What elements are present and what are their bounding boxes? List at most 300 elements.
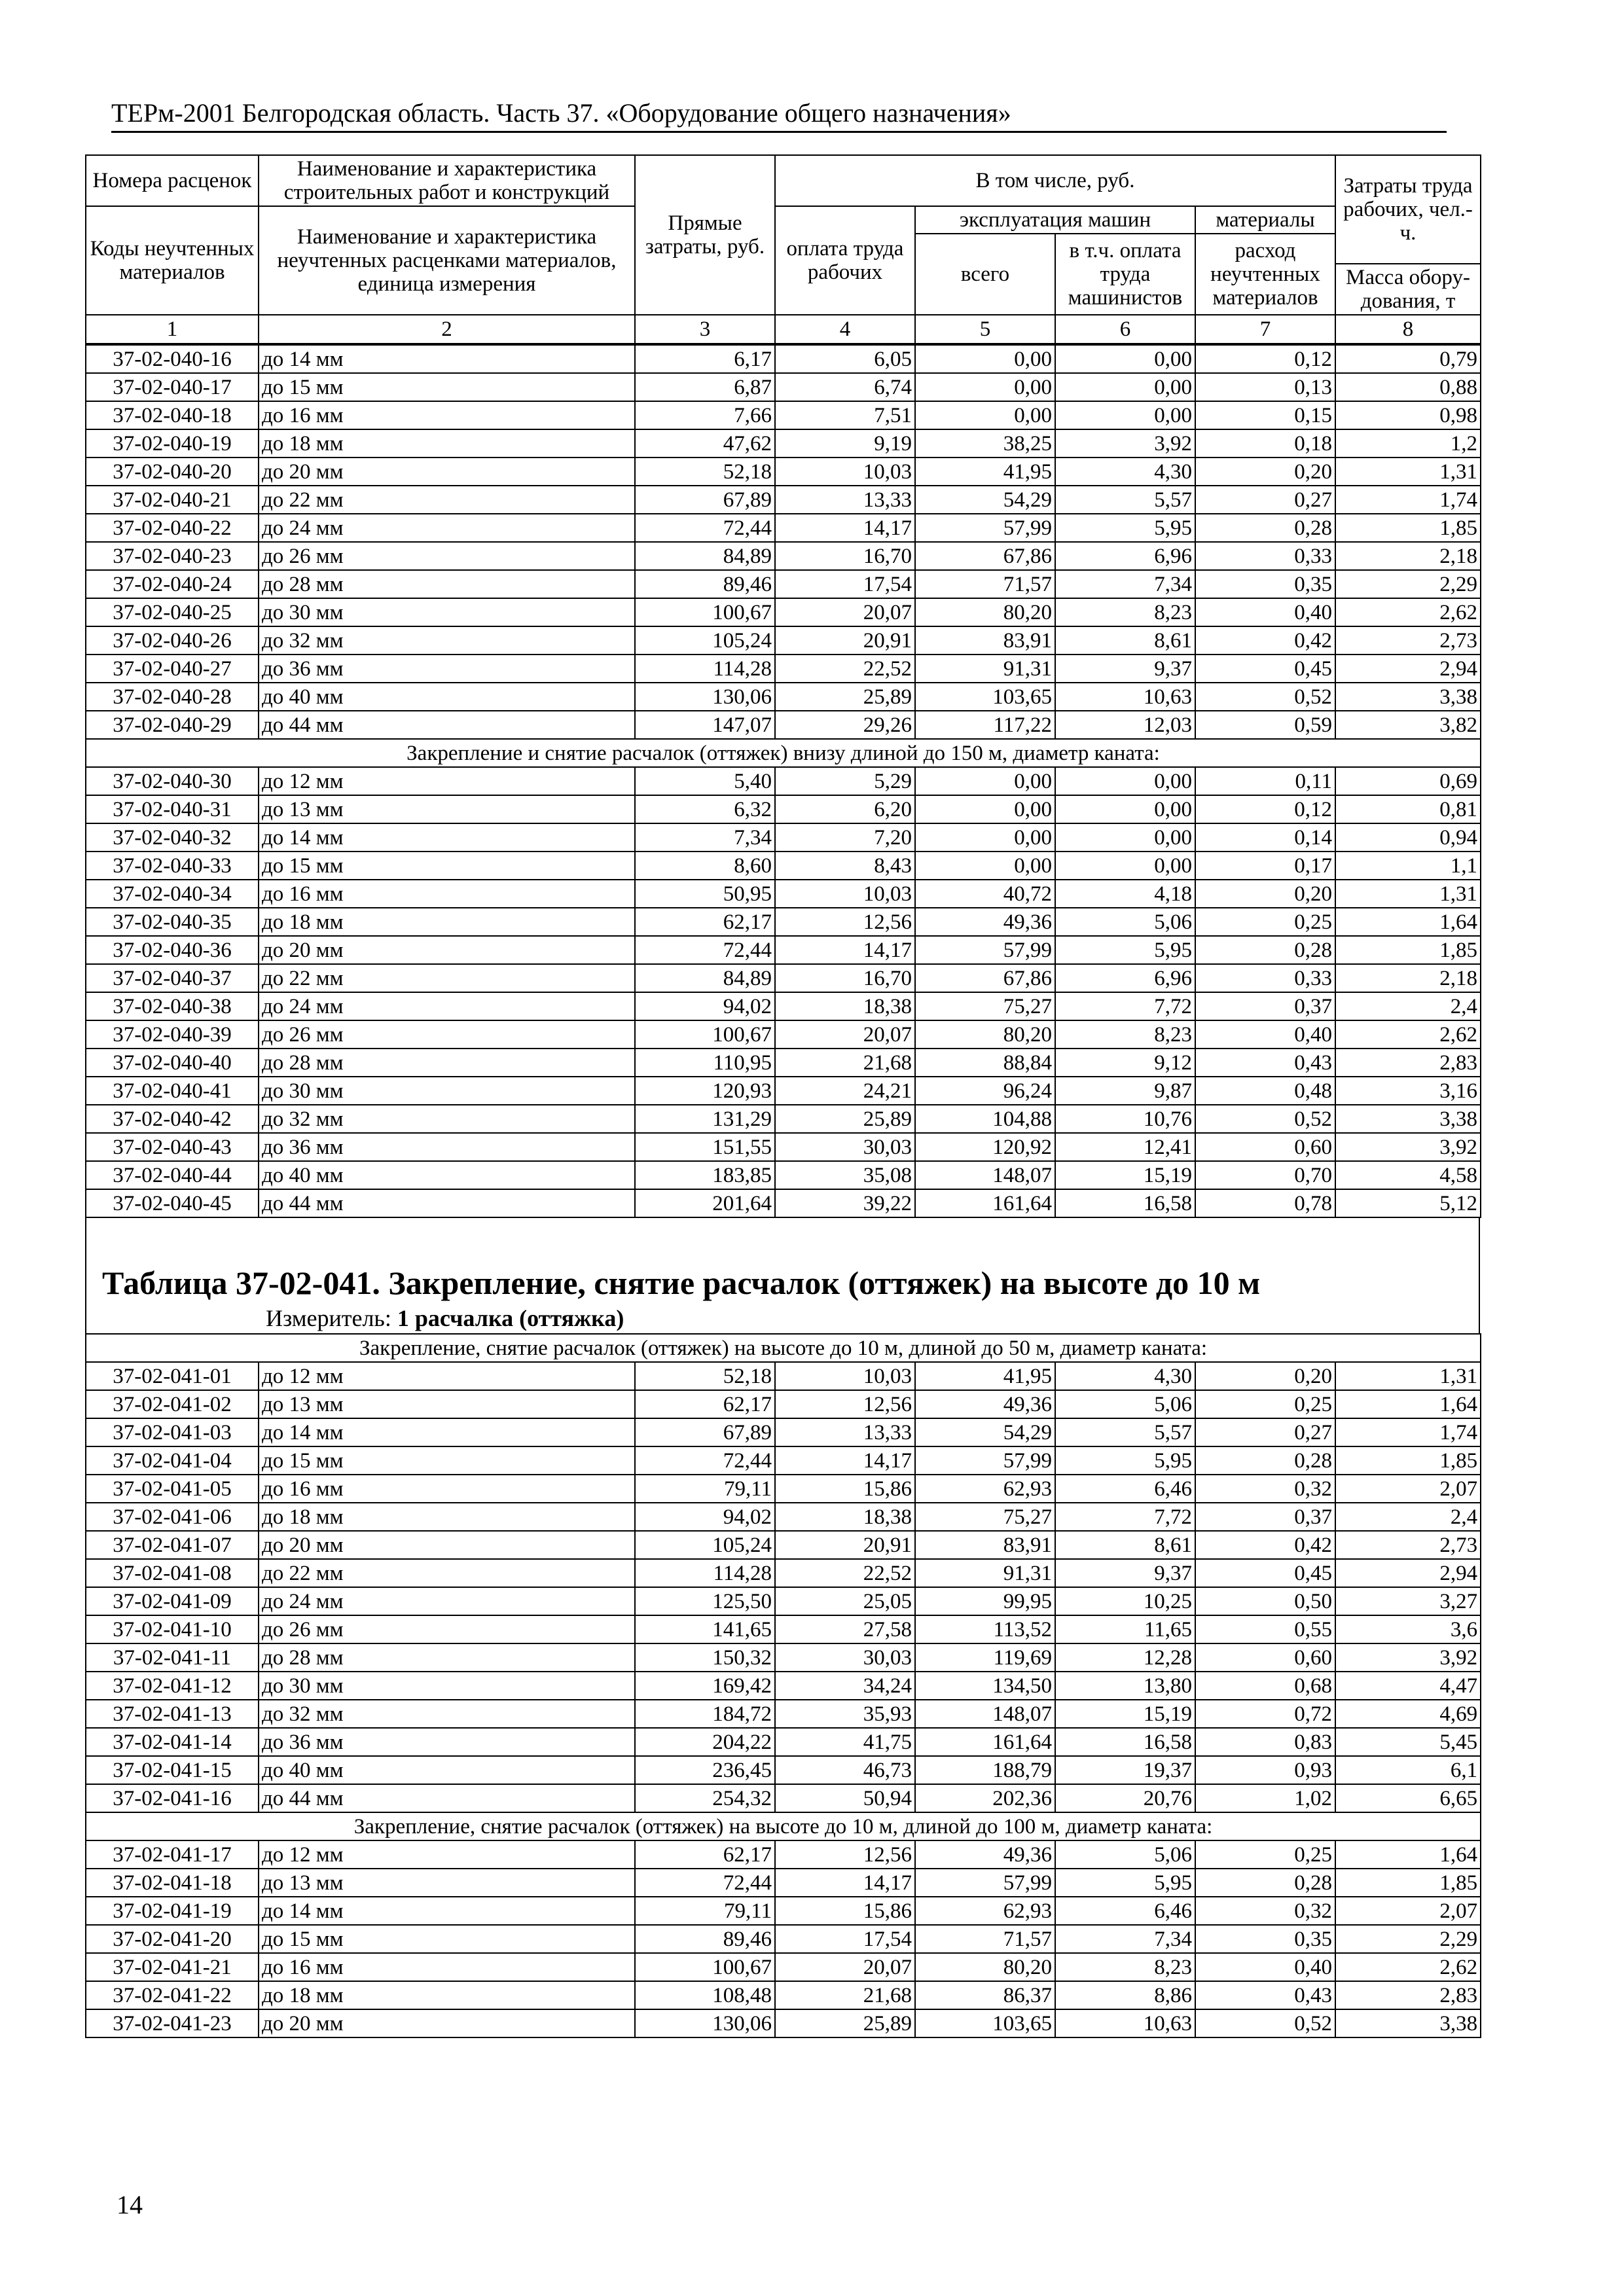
cell-materials: 0,25	[1195, 1840, 1335, 1869]
cell-machines-total: 0,00	[915, 345, 1055, 373]
cell-labor-mass: 2,94	[1335, 655, 1481, 683]
table-row	[86, 1897, 1481, 1925]
table-row	[86, 1446, 1481, 1475]
cell-machines-total: 0,00	[915, 401, 1055, 429]
cell-materials: 0,14	[1195, 823, 1335, 852]
table-row	[86, 1362, 1481, 1390]
cell-work-description: до 40 мм	[259, 683, 635, 711]
cell-machinist-pay: 0,00	[1055, 823, 1195, 852]
cell-direct-costs: 72,44	[635, 936, 775, 964]
cell-rate-code: 37-02-040-21	[86, 486, 259, 514]
cell-rate-code: 37-02-040-25	[86, 598, 259, 626]
cell-materials: 0,15	[1195, 401, 1335, 429]
cell-rate-code: 37-02-041-15	[86, 1756, 259, 1784]
cell-work-description: до 40 мм	[259, 1161, 635, 1189]
cell-materials: 0,32	[1195, 1475, 1335, 1503]
cell-machines-total: 57,99	[915, 936, 1055, 964]
cell-worker-pay: 20,07	[775, 1953, 915, 1981]
cell-materials: 0,33	[1195, 542, 1335, 570]
cell-labor-mass: 1,64	[1335, 1840, 1481, 1869]
cell-work-description: до 30 мм	[259, 1672, 635, 1700]
cell-work-description: до 20 мм	[259, 1531, 635, 1559]
cell-labor-mass: 1,74	[1335, 486, 1481, 514]
cell-machinist-pay: 4,30	[1055, 1362, 1195, 1390]
cell-labor-mass: 3,27	[1335, 1587, 1481, 1615]
table-row	[86, 598, 1481, 626]
cell-direct-costs: 7,66	[635, 401, 775, 429]
table-row	[86, 626, 1481, 655]
cell-rate-code: 37-02-040-31	[86, 795, 259, 823]
table-row	[86, 1756, 1481, 1784]
column-number: 6	[1055, 315, 1195, 344]
cell-worker-pay: 14,17	[775, 1869, 915, 1897]
table-row	[86, 992, 1481, 1020]
cell-rate-code: 37-02-040-35	[86, 908, 259, 936]
cell-labor-mass: 3,38	[1335, 1105, 1481, 1133]
cell-direct-costs: 6,32	[635, 795, 775, 823]
cell-labor-mass: 3,6	[1335, 1615, 1481, 1643]
cell-machinist-pay: 19,37	[1055, 1756, 1195, 1784]
cell-materials: 0,28	[1195, 1446, 1335, 1475]
cell-rate-code: 37-02-041-01	[86, 1362, 259, 1390]
table-row	[86, 880, 1481, 908]
cell-worker-pay: 17,54	[775, 1925, 915, 1953]
cell-worker-pay: 30,03	[775, 1133, 915, 1161]
cell-rate-code: 37-02-040-37	[86, 964, 259, 992]
cell-worker-pay: 20,07	[775, 598, 915, 626]
cell-rate-code: 37-02-040-20	[86, 457, 259, 486]
cell-rate-code: 37-02-041-13	[86, 1700, 259, 1728]
header-machine-operation: эксплуатация машин	[915, 206, 1195, 234]
cell-rate-code: 37-02-041-11	[86, 1643, 259, 1672]
cell-work-description: до 24 мм	[259, 992, 635, 1020]
section-header-row	[86, 1812, 1481, 1840]
cell-materials: 0,27	[1195, 486, 1335, 514]
cell-labor-mass: 2,18	[1335, 964, 1481, 992]
column-number: 4	[775, 315, 915, 344]
cell-worker-pay: 10,03	[775, 457, 915, 486]
cell-machinist-pay: 8,23	[1055, 598, 1195, 626]
table-row	[86, 1925, 1481, 1953]
cell-machines-total: 0,00	[915, 767, 1055, 795]
cell-work-description: до 28 мм	[259, 1643, 635, 1672]
table-row	[86, 1615, 1481, 1643]
cell-labor-mass: 5,45	[1335, 1728, 1481, 1756]
cell-labor-mass: 1,64	[1335, 1390, 1481, 1418]
cell-rate-code: 37-02-040-42	[86, 1105, 259, 1133]
cell-work-description: до 30 мм	[259, 1077, 635, 1105]
cell-labor-mass: 1,85	[1335, 1446, 1481, 1475]
header-machinist-pay: в т.ч. оплата труда машинистов	[1055, 234, 1195, 315]
cell-direct-costs: 100,67	[635, 1953, 775, 1981]
table-row	[86, 1587, 1481, 1615]
cell-machinist-pay: 4,30	[1055, 457, 1195, 486]
cell-machinist-pay: 7,34	[1055, 1925, 1195, 1953]
cell-worker-pay: 14,17	[775, 514, 915, 542]
cell-materials: 0,40	[1195, 598, 1335, 626]
cell-rate-code: 37-02-040-33	[86, 852, 259, 880]
cell-machines-total: 62,93	[915, 1475, 1055, 1503]
cell-worker-pay: 20,07	[775, 1020, 915, 1049]
cell-machinist-pay: 9,12	[1055, 1049, 1195, 1077]
table-row	[86, 542, 1481, 570]
cell-machines-total: 57,99	[915, 1446, 1055, 1475]
header-rate-numbers: Номера расценок	[86, 155, 259, 206]
table-row	[86, 795, 1481, 823]
table-row	[86, 1418, 1481, 1446]
cell-work-description: до 26 мм	[259, 1615, 635, 1643]
cell-work-description: до 22 мм	[259, 486, 635, 514]
price-tables	[85, 154, 1480, 2038]
cell-labor-mass: 0,79	[1335, 345, 1481, 373]
cell-machines-total: 113,52	[915, 1615, 1055, 1643]
cell-materials: 0,12	[1195, 795, 1335, 823]
cell-machinist-pay: 5,06	[1055, 1390, 1195, 1418]
cell-machinist-pay: 3,92	[1055, 429, 1195, 457]
cell-direct-costs: 72,44	[635, 514, 775, 542]
cell-work-description: до 18 мм	[259, 429, 635, 457]
cell-machinist-pay: 20,76	[1055, 1784, 1195, 1812]
cell-labor-mass: 2,83	[1335, 1049, 1481, 1077]
cell-work-description: до 15 мм	[259, 1446, 635, 1475]
cell-machinist-pay: 5,95	[1055, 1446, 1195, 1475]
cell-machinist-pay: 9,37	[1055, 655, 1195, 683]
cell-labor-mass: 1,31	[1335, 880, 1481, 908]
cell-rate-code: 37-02-041-17	[86, 1840, 259, 1869]
table-row	[86, 1105, 1481, 1133]
table-row	[86, 373, 1481, 401]
cell-rate-code: 37-02-040-36	[86, 936, 259, 964]
cell-labor-mass: 2,62	[1335, 1020, 1481, 1049]
table-row	[86, 514, 1481, 542]
table-row	[86, 1869, 1481, 1897]
table-row	[86, 486, 1481, 514]
cell-work-description: до 14 мм	[259, 1897, 635, 1925]
cell-materials: 0,78	[1195, 1189, 1335, 1217]
cell-machinist-pay: 0,00	[1055, 767, 1195, 795]
table-row	[86, 1049, 1481, 1077]
cell-work-description: до 36 мм	[259, 655, 635, 683]
cell-work-description: до 13 мм	[259, 1869, 635, 1897]
cell-materials: 0,93	[1195, 1756, 1335, 1784]
cell-machinist-pay: 12,28	[1055, 1643, 1195, 1672]
cell-machinist-pay: 5,06	[1055, 1840, 1195, 1869]
cell-machinist-pay: 0,00	[1055, 373, 1195, 401]
cell-direct-costs: 114,28	[635, 1559, 775, 1587]
cell-work-description: до 13 мм	[259, 1390, 635, 1418]
cell-machines-total: 54,29	[915, 486, 1055, 514]
cell-materials: 0,68	[1195, 1672, 1335, 1700]
measure-unit	[102, 1303, 1479, 1333]
column-number: 8	[1335, 315, 1481, 344]
cell-machines-total: 80,20	[915, 1020, 1055, 1049]
cell-machinist-pay: 8,61	[1055, 626, 1195, 655]
cell-rate-code: 37-02-041-02	[86, 1390, 259, 1418]
cell-labor-mass: 4,58	[1335, 1161, 1481, 1189]
cell-machines-total: 38,25	[915, 429, 1055, 457]
cell-labor-mass: 3,38	[1335, 683, 1481, 711]
cell-machinist-pay: 16,58	[1055, 1728, 1195, 1756]
column-header	[85, 154, 1481, 344]
cell-machinist-pay: 0,00	[1055, 795, 1195, 823]
table-row	[86, 1077, 1481, 1105]
cell-work-description: до 16 мм	[259, 1953, 635, 1981]
cell-work-description: до 24 мм	[259, 1587, 635, 1615]
table-row	[86, 1840, 1481, 1869]
cell-labor-mass: 1,1	[1335, 852, 1481, 880]
cell-direct-costs: 67,89	[635, 486, 775, 514]
cell-materials: 0,18	[1195, 429, 1335, 457]
cell-materials: 0,48	[1195, 1077, 1335, 1105]
cell-materials: 0,28	[1195, 514, 1335, 542]
cell-labor-mass: 2,4	[1335, 992, 1481, 1020]
cell-direct-costs: 72,44	[635, 1869, 775, 1897]
cell-materials: 0,55	[1195, 1615, 1335, 1643]
cell-rate-code: 37-02-041-10	[86, 1615, 259, 1643]
cell-machinist-pay: 12,03	[1055, 711, 1195, 739]
cell-work-description: до 44 мм	[259, 1189, 635, 1217]
cell-worker-pay: 6,20	[775, 795, 915, 823]
cell-machinist-pay: 12,41	[1055, 1133, 1195, 1161]
table-gap	[85, 1218, 1480, 1259]
table-row	[86, 1531, 1481, 1559]
table-row	[86, 1981, 1481, 2009]
cell-machinist-pay: 6,46	[1055, 1475, 1195, 1503]
cell-worker-pay: 12,56	[775, 1840, 915, 1869]
cell-machinist-pay: 10,76	[1055, 1105, 1195, 1133]
cell-direct-costs: 52,18	[635, 457, 775, 486]
cell-work-description: до 44 мм	[259, 711, 635, 739]
cell-labor-mass: 0,94	[1335, 823, 1481, 852]
cell-direct-costs: 201,64	[635, 1189, 775, 1217]
table-row	[86, 2009, 1481, 2037]
cell-direct-costs: 120,93	[635, 1077, 775, 1105]
cell-work-description: до 13 мм	[259, 795, 635, 823]
cell-direct-costs: 7,34	[635, 823, 775, 852]
cell-machines-total: 0,00	[915, 373, 1055, 401]
cell-machinist-pay: 7,72	[1055, 992, 1195, 1020]
cell-rate-code: 37-02-040-43	[86, 1133, 259, 1161]
table-body-1	[85, 344, 1481, 1218]
cell-rate-code: 37-02-041-12	[86, 1672, 259, 1700]
cell-worker-pay: 24,21	[775, 1077, 915, 1105]
cell-worker-pay: 12,56	[775, 908, 915, 936]
cell-worker-pay: 21,68	[775, 1981, 915, 2009]
cell-rate-code: 37-02-041-06	[86, 1503, 259, 1531]
cell-work-description: до 14 мм	[259, 1418, 635, 1446]
cell-materials: 0,59	[1195, 711, 1335, 739]
cell-direct-costs: 125,50	[635, 1587, 775, 1615]
cell-materials: 0,52	[1195, 1105, 1335, 1133]
cell-direct-costs: 84,89	[635, 542, 775, 570]
table-row	[86, 1475, 1481, 1503]
cell-labor-mass: 2,07	[1335, 1897, 1481, 1925]
cell-materials: 0,20	[1195, 1362, 1335, 1390]
cell-rate-code: 37-02-040-22	[86, 514, 259, 542]
cell-rate-code: 37-02-040-44	[86, 1161, 259, 1189]
cell-machinist-pay: 11,65	[1055, 1615, 1195, 1643]
cell-rate-code: 37-02-040-40	[86, 1049, 259, 1077]
cell-machinist-pay: 7,72	[1055, 1503, 1195, 1531]
cell-worker-pay: 13,33	[775, 1418, 915, 1446]
cell-labor-mass: 2,29	[1335, 1925, 1481, 1953]
cell-machines-total: 67,86	[915, 542, 1055, 570]
cell-machines-total: 49,36	[915, 1840, 1055, 1869]
table-row	[86, 1728, 1481, 1756]
cell-direct-costs: 184,72	[635, 1700, 775, 1728]
table-row	[86, 1953, 1481, 1981]
cell-worker-pay: 25,05	[775, 1587, 915, 1615]
cell-machines-total: 119,69	[915, 1643, 1055, 1672]
cell-machines-total: 71,57	[915, 1925, 1055, 1953]
cell-worker-pay: 7,20	[775, 823, 915, 852]
table-row	[86, 457, 1481, 486]
cell-worker-pay: 21,68	[775, 1049, 915, 1077]
cell-rate-code: 37-02-041-08	[86, 1559, 259, 1587]
cell-machines-total: 80,20	[915, 598, 1055, 626]
table-row	[86, 1643, 1481, 1672]
cell-rate-code: 37-02-040-26	[86, 626, 259, 655]
section-b-rows	[86, 767, 1481, 1217]
cell-machinist-pay: 13,80	[1055, 1672, 1195, 1700]
cell-worker-pay: 17,54	[775, 570, 915, 598]
cell-rate-code: 37-02-041-19	[86, 1897, 259, 1925]
cell-labor-mass: 2,62	[1335, 598, 1481, 626]
cell-machines-total: 188,79	[915, 1756, 1055, 1784]
cell-direct-costs: 151,55	[635, 1133, 775, 1161]
cell-work-description: до 28 мм	[259, 570, 635, 598]
cell-machinist-pay: 5,95	[1055, 936, 1195, 964]
cell-machines-total: 49,36	[915, 1390, 1055, 1418]
cell-rate-code: 37-02-041-16	[86, 1784, 259, 1812]
cell-labor-mass: 2,94	[1335, 1559, 1481, 1587]
cell-rate-code: 37-02-040-28	[86, 683, 259, 711]
cell-labor-mass: 0,98	[1335, 401, 1481, 429]
table-row	[86, 683, 1481, 711]
cell-machines-total: 83,91	[915, 1531, 1055, 1559]
cell-rate-code: 37-02-040-39	[86, 1020, 259, 1049]
cell-worker-pay: 25,89	[775, 2009, 915, 2037]
cell-materials: 0,32	[1195, 1897, 1335, 1925]
cell-direct-costs: 52,18	[635, 1362, 775, 1390]
cell-worker-pay: 16,70	[775, 542, 915, 570]
cell-machinist-pay: 10,63	[1055, 683, 1195, 711]
cell-labor-mass: 4,69	[1335, 1700, 1481, 1728]
cell-labor-mass: 1,85	[1335, 514, 1481, 542]
cell-machines-total: 80,20	[915, 1953, 1055, 1981]
cell-work-description: до 14 мм	[259, 345, 635, 373]
cell-rate-code: 37-02-041-03	[86, 1418, 259, 1446]
cell-direct-costs: 236,45	[635, 1756, 775, 1784]
cell-machines-total: 0,00	[915, 823, 1055, 852]
cell-machines-total: 103,65	[915, 683, 1055, 711]
cell-rate-code: 37-02-041-14	[86, 1728, 259, 1756]
cell-materials: 0,28	[1195, 936, 1335, 964]
cell-worker-pay: 46,73	[775, 1756, 915, 1784]
measure-label: Измеритель:	[266, 1305, 391, 1331]
table-row	[86, 852, 1481, 880]
cell-direct-costs: 6,17	[635, 345, 775, 373]
cell-labor-mass: 3,16	[1335, 1077, 1481, 1105]
cell-materials: 0,43	[1195, 1049, 1335, 1077]
cell-rate-code: 37-02-040-32	[86, 823, 259, 852]
cell-materials: 0,50	[1195, 1587, 1335, 1615]
column-number: 1	[86, 315, 259, 344]
cell-machinist-pay: 7,34	[1055, 570, 1195, 598]
cell-materials: 0,45	[1195, 1559, 1335, 1587]
cell-materials: 1,02	[1195, 1784, 1335, 1812]
cell-worker-pay: 14,17	[775, 936, 915, 964]
cell-work-description: до 18 мм	[259, 1981, 635, 2009]
cell-rate-code: 37-02-041-18	[86, 1869, 259, 1897]
header-worker-pay: оплата труда рабочих	[775, 206, 915, 315]
cell-materials: 0,70	[1195, 1161, 1335, 1189]
column-number: 3	[635, 315, 775, 344]
cell-machinist-pay: 8,61	[1055, 1531, 1195, 1559]
cell-work-description: до 14 мм	[259, 823, 635, 852]
cell-labor-mass: 3,92	[1335, 1133, 1481, 1161]
cell-rate-code: 37-02-041-07	[86, 1531, 259, 1559]
cell-work-description: до 18 мм	[259, 1503, 635, 1531]
table-body-2	[85, 1333, 1481, 2038]
header-material-codes: Коды неучтенных материалов	[86, 206, 259, 315]
cell-worker-pay: 39,22	[775, 1189, 915, 1217]
table-row	[86, 570, 1481, 598]
cell-machines-total: 161,64	[915, 1728, 1055, 1756]
cell-worker-pay: 6,74	[775, 373, 915, 401]
cell-direct-costs: 62,17	[635, 1390, 775, 1418]
cell-machinist-pay: 6,96	[1055, 964, 1195, 992]
cell-machines-total: 40,72	[915, 880, 1055, 908]
cell-materials: 0,37	[1195, 992, 1335, 1020]
cell-direct-costs: 141,65	[635, 1615, 775, 1643]
cell-labor-mass: 2,62	[1335, 1953, 1481, 1981]
section-a-rows	[86, 345, 1481, 739]
cell-work-description: до 44 мм	[259, 1784, 635, 1812]
header-labor-costs: Затраты труда рабочих, чел.-ч.	[1335, 155, 1481, 264]
cell-worker-pay: 50,94	[775, 1784, 915, 1812]
cell-worker-pay: 34,24	[775, 1672, 915, 1700]
cell-labor-mass: 1,74	[1335, 1418, 1481, 1446]
cell-worker-pay: 9,19	[775, 429, 915, 457]
table-row	[86, 964, 1481, 992]
cell-worker-pay: 25,89	[775, 1105, 915, 1133]
cell-direct-costs: 62,17	[635, 1840, 775, 1869]
header-work-name: Наименование и характеристика строительных работ и конструкций	[259, 155, 635, 206]
cell-machines-total: 202,36	[915, 1784, 1055, 1812]
cell-materials: 0,42	[1195, 1531, 1335, 1559]
cell-direct-costs: 108,48	[635, 1981, 775, 2009]
cell-direct-costs: 89,46	[635, 570, 775, 598]
cell-worker-pay: 41,75	[775, 1728, 915, 1756]
cell-materials: 0,52	[1195, 683, 1335, 711]
cell-rate-code: 37-02-040-34	[86, 880, 259, 908]
cell-work-description: до 12 мм	[259, 1840, 635, 1869]
cell-machinist-pay: 6,96	[1055, 542, 1195, 570]
cell-rate-code: 37-02-041-21	[86, 1953, 259, 1981]
header-machines-total: всего	[915, 234, 1055, 315]
cell-direct-costs: 183,85	[635, 1161, 775, 1189]
cell-direct-costs: 67,89	[635, 1418, 775, 1446]
cell-machines-total: 86,37	[915, 1981, 1055, 2009]
cell-rate-code: 37-02-040-23	[86, 542, 259, 570]
cell-materials: 0,83	[1195, 1728, 1335, 1756]
header-unaccounted-materials: расход неучтенных материалов	[1195, 234, 1335, 315]
cell-work-description: до 36 мм	[259, 1728, 635, 1756]
cell-rate-code: 37-02-040-17	[86, 373, 259, 401]
cell-machinist-pay: 0,00	[1055, 852, 1195, 880]
cell-rate-code: 37-02-041-05	[86, 1475, 259, 1503]
